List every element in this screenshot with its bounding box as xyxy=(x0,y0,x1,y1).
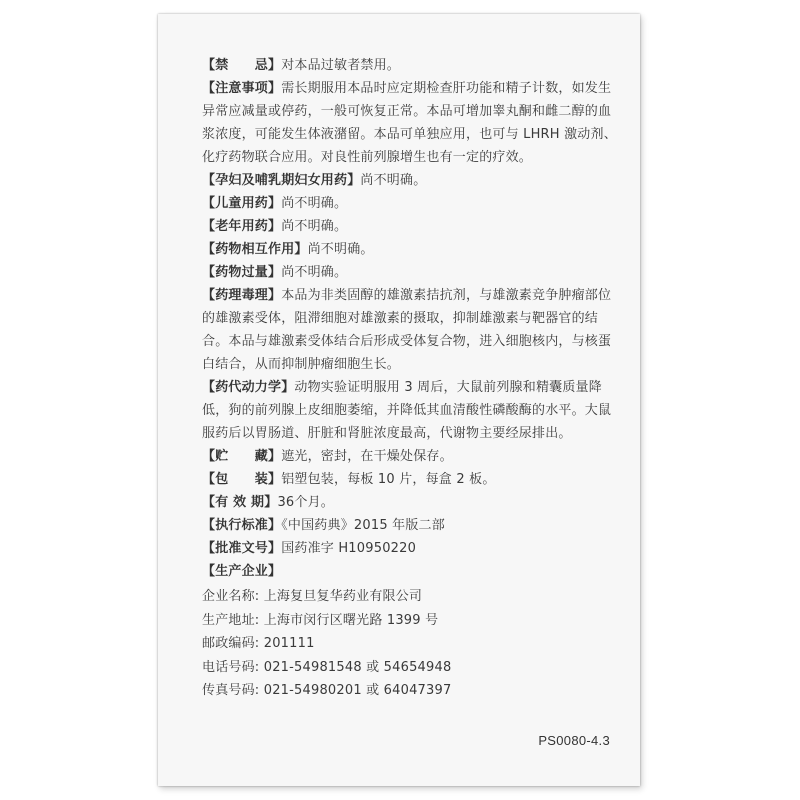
company-phone-row xyxy=(202,656,622,680)
section-pediatric xyxy=(202,192,622,215)
section-manufacturer xyxy=(202,560,622,583)
section-label: 【注意事项】 xyxy=(202,81,282,96)
section-text: 国药准字 H10950220 xyxy=(281,541,417,556)
section-geriatric xyxy=(202,215,622,238)
company-name: 上海复旦复华药业有限公司 xyxy=(263,589,423,604)
section-precautions xyxy=(202,77,622,169)
section-label: 【药代动力学】 xyxy=(202,380,295,395)
company-name-row xyxy=(202,585,622,609)
section-text: 尚不明确。 xyxy=(360,173,427,188)
section-label: 【包 装】 xyxy=(202,472,282,487)
section-label: 【孕妇及哺乳期妇女用药】 xyxy=(202,173,361,188)
insert-content xyxy=(202,54,622,703)
section-label: 【药物相互作用】 xyxy=(202,242,308,257)
section-pharmacokinetics xyxy=(202,376,622,445)
company-postal-row xyxy=(202,632,622,656)
section-label: 【禁 忌】 xyxy=(202,58,282,73)
section-text: 36个月。 xyxy=(277,495,334,510)
section-text: 《中国药典》2015 年版二部 xyxy=(281,518,445,533)
section-text: 尚不明确。 xyxy=(307,242,374,257)
section-interactions xyxy=(202,238,622,261)
company-name-label: 企业名称: xyxy=(202,589,260,604)
section-label: 【有 效 期】 xyxy=(202,495,278,510)
section-standard xyxy=(202,514,622,537)
section-text: 遮光，密封，在干燥处保存。 xyxy=(281,449,453,464)
section-overdose xyxy=(202,261,622,284)
section-approval xyxy=(202,537,622,560)
company-postal: 201111 xyxy=(263,636,315,651)
company-address: 上海市闵行区曙光路 1399 号 xyxy=(263,612,439,628)
section-text: 本品为非类固醇的雄激素拮抗剂，与雄激素竞争肿瘤部位的雄激素受体，阻滞细胞对雄激素的摄取，抑制雄激素与靶器官的结合。本品与雄激素受体结合后形成受体复合物，进入细胞核内，与核蛋白结合，从而抑制肿瘤细胞生长。 xyxy=(202,288,612,372)
manufacturer-details xyxy=(202,585,622,703)
package-insert-sheet xyxy=(158,14,640,786)
section-label: 【儿童用药】 xyxy=(202,196,282,211)
section-text: 需长期服用本品时应定期检查肝功能和精子计数，如发生异常应减量或停药，一般可恢复正常。本品可增加睾丸酮和雌二醇的血浆浓度，可能发生体液潴留。本品可单独应用，也可与 LHRH 激动剂、化疗药物联合应用。对良性前列腺增生也有一定的疗效。 xyxy=(202,81,617,165)
section-label: 【执行标准】 xyxy=(202,518,282,533)
company-fax-label: 传真号码: xyxy=(202,683,260,698)
section-contraindications xyxy=(202,54,622,77)
section-label: 【老年用药】 xyxy=(202,219,282,234)
company-address-label: 生产地址: xyxy=(202,612,260,628)
section-label: 【药理毒理】 xyxy=(202,288,282,303)
section-label: 【药物过量】 xyxy=(202,265,282,280)
company-postal-label: 邮政编码: xyxy=(202,636,260,651)
section-text: 铝塑包装，每板 10 片，每盒 2 板。 xyxy=(281,472,496,487)
company-fax: 021-54980201 或 64047397 xyxy=(263,683,452,698)
section-storage xyxy=(202,445,622,468)
company-fax-row xyxy=(202,679,622,703)
section-text: 动物实验证明服用 3 周后，大鼠前列腺和精囊质量降低，狗的前列腺上皮细胞萎缩，并降低其血清酸性磷酸酶的水平。大鼠服药后以胃肠道、肝脏和肾脏浓度最高，代谢物主要经尿排出。 xyxy=(202,380,612,441)
section-validity xyxy=(202,491,622,514)
company-phone: 021-54981548 或 54654948 xyxy=(263,659,452,675)
section-label: 【生产企业】 xyxy=(202,564,282,579)
section-text: 尚不明确。 xyxy=(281,219,348,234)
document-code: PS0080-4.3 xyxy=(538,733,610,748)
section-pregnancy xyxy=(202,169,622,192)
section-label: 【批准文号】 xyxy=(202,541,282,556)
section-text: 尚不明确。 xyxy=(281,265,348,280)
section-pharmacology xyxy=(202,284,622,376)
company-phone-label: 电话号码: xyxy=(202,659,260,675)
section-text: 尚不明确。 xyxy=(281,196,348,211)
company-address-row xyxy=(202,609,622,633)
section-packaging xyxy=(202,468,622,491)
section-label: 【贮 藏】 xyxy=(202,449,282,464)
section-text: 对本品过敏者禁用。 xyxy=(281,58,401,73)
